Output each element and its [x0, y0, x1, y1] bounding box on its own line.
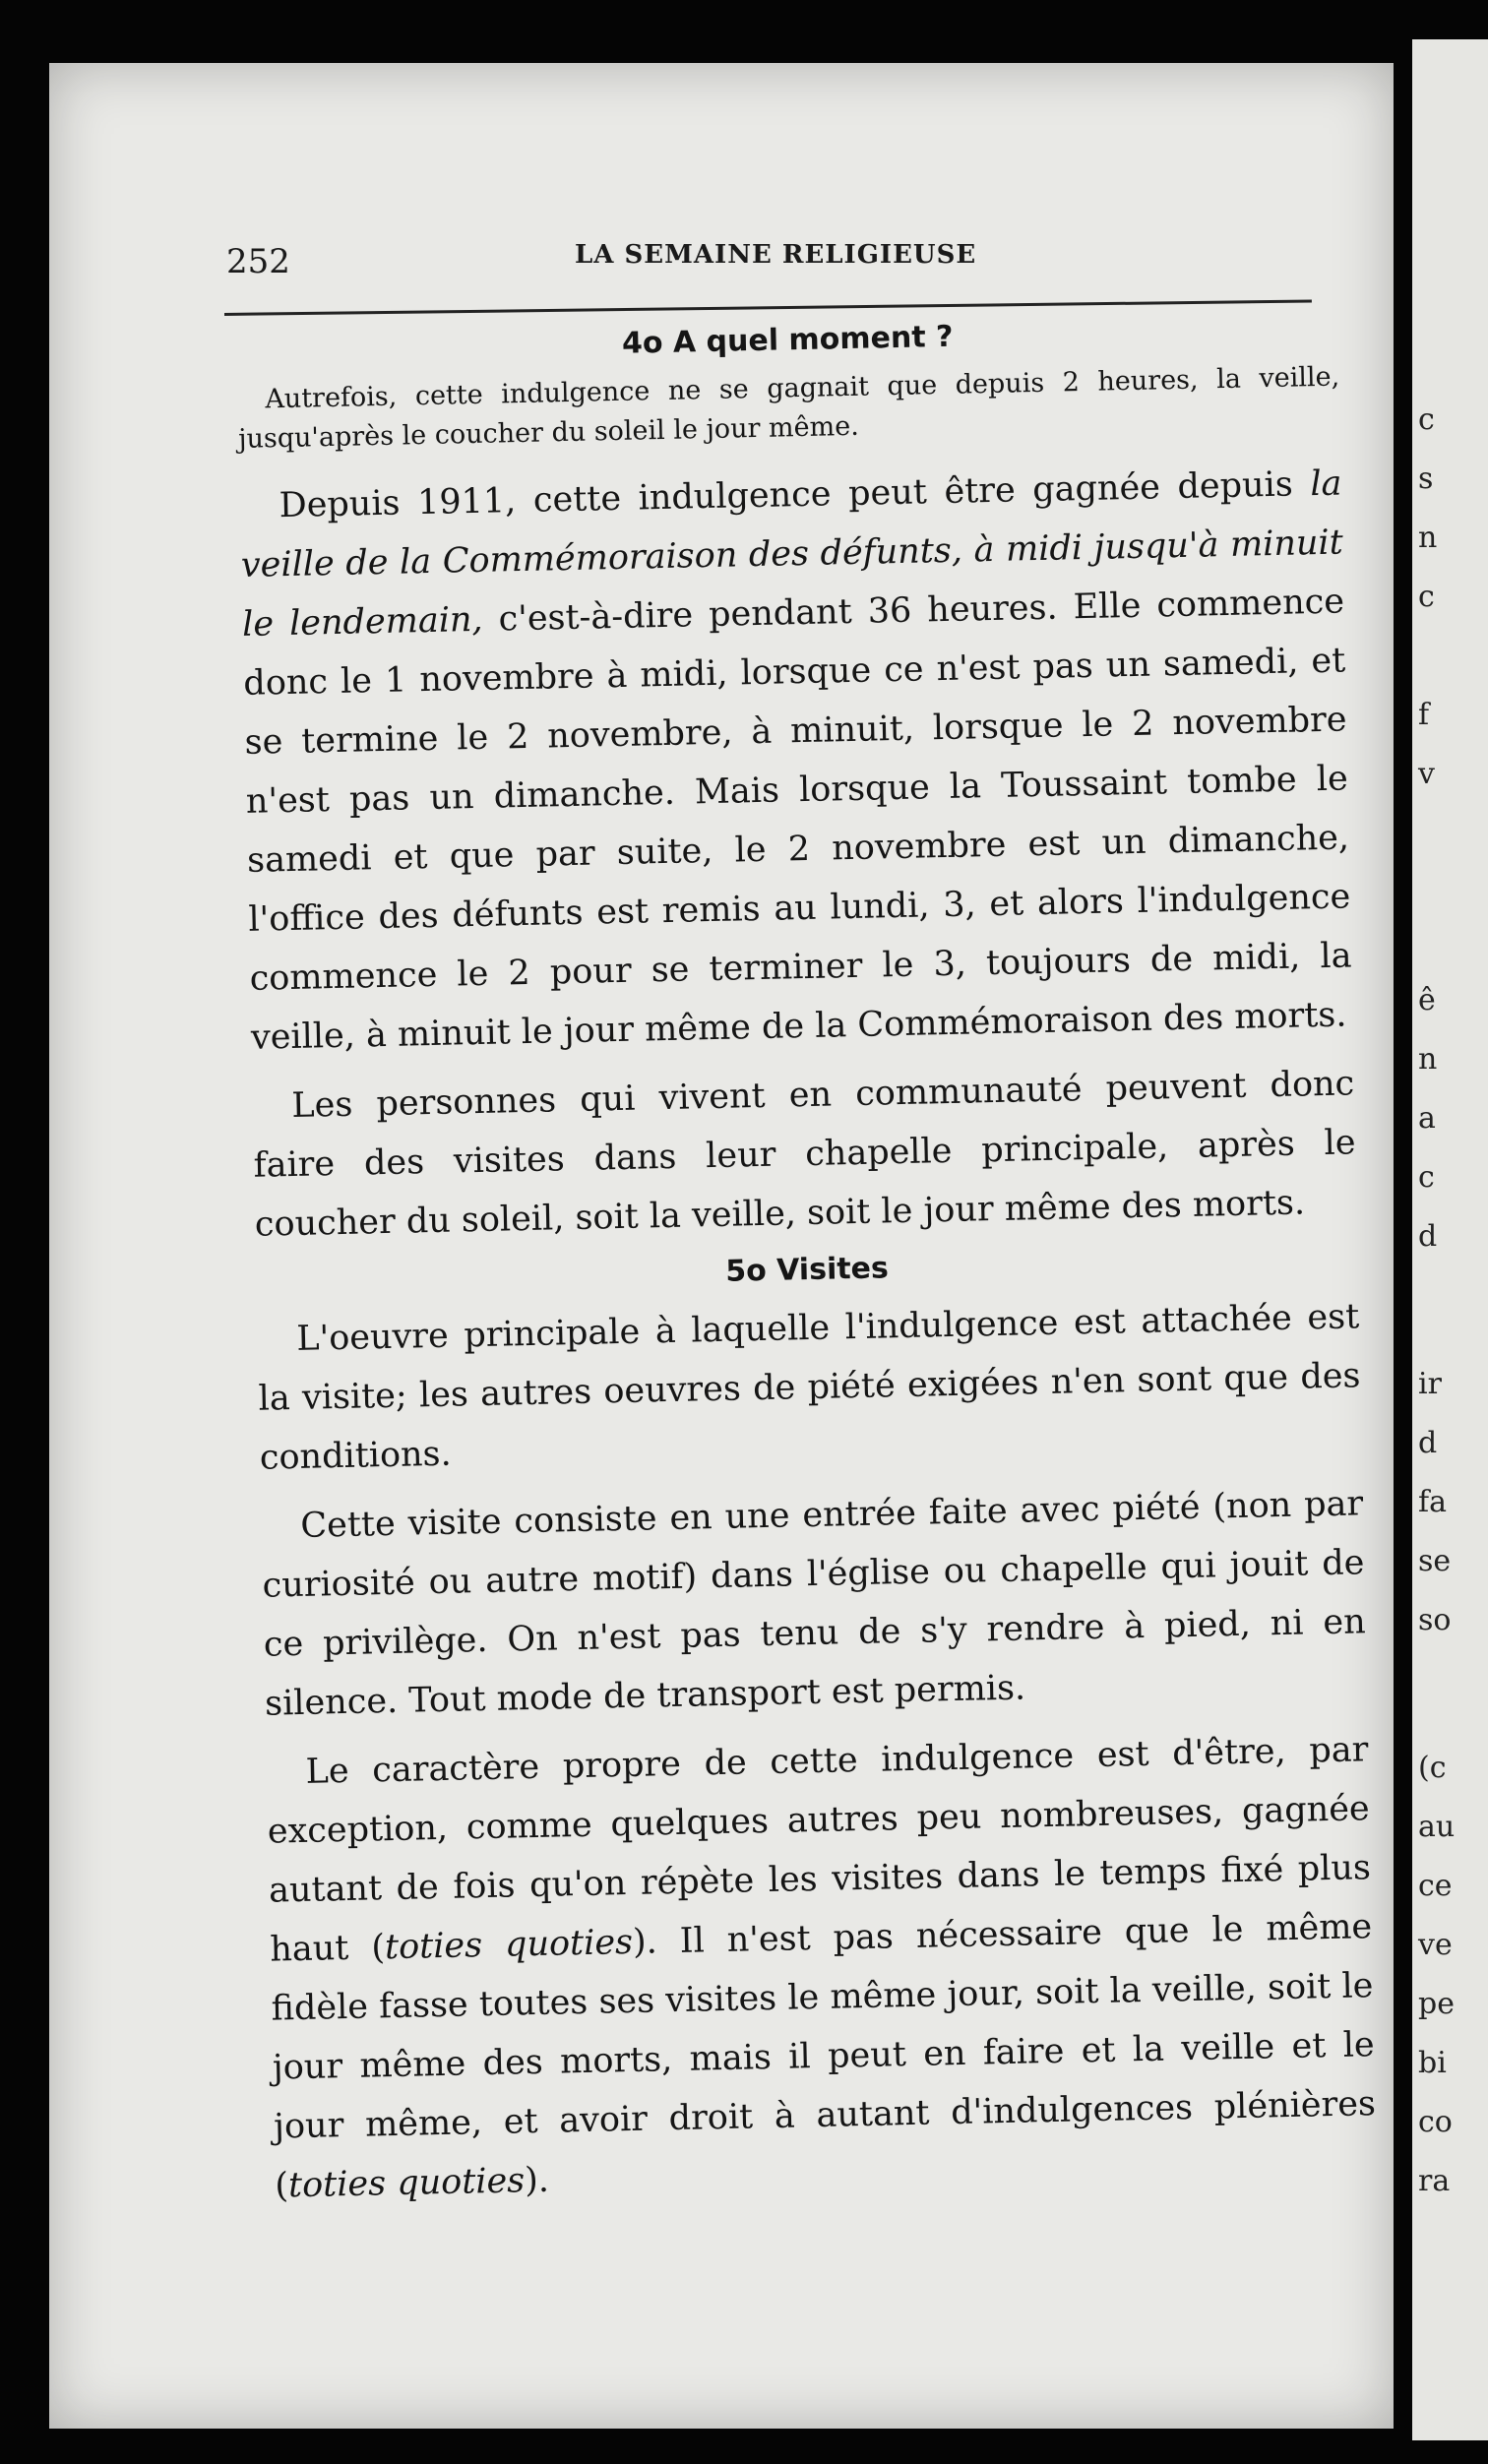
- page-number: 252: [226, 242, 290, 281]
- edge-letter: v: [1418, 757, 1435, 791]
- edge-letter: au: [1418, 1810, 1456, 1844]
- edge-letter: co: [1418, 2105, 1453, 2139]
- edge-letter: d: [1418, 1219, 1438, 1254]
- text-run: ). Il n'est pas nécessaire que le même fidèle fasse toutes ses visites le même jour, soit la veille, soit le jour même des morts, mais il peut en faire et la veille et le jour même, et avoir droit à autant d'indulgences plénières (: [271, 1907, 1377, 2206]
- edge-letter: c: [1418, 402, 1435, 437]
- edge-letter: ce: [1418, 1869, 1453, 1903]
- page-header: [177, 228, 1309, 283]
- edge-letter: ve: [1418, 1928, 1453, 1962]
- section-heading-4: 4o A quel moment ?: [621, 319, 954, 361]
- italic-text: toties quoties: [384, 1922, 634, 1968]
- edge-letter: n: [1418, 521, 1438, 555]
- paragraph: Cette visite consiste en une entrée faite avec piété (non par curiosité ou autre motif) dans l'église ou chapelle qui jouit de ce privilège. On n'est pas tenu de s'y rendre à pied, ni en silence. Tout mode de transport est permis.: [262, 1484, 1367, 1724]
- italic-text: toties quoties: [287, 2161, 526, 2206]
- text-run: c'est-à-dire pendant 36 heures. Elle commence donc le 1 novembre à midi, lorsque ce n'est pas un samedi, et se termine le 2 novembre, à minuit, lorsque le 2 novembre n'est pas un dimanche. Mais lorsque la Toussaint tombe le samedi et que par suite, le 2 novembre est un dimanche, l'office des défunts est remis au lundi, 3, et alors l'indulgence commence le 2 pour se terminer le 3, toujours de midi, la veille, à minuit le jour même de la Commémoraison des morts.: [243, 582, 1352, 1058]
- edge-letter: s: [1418, 462, 1434, 496]
- edge-letter: (c: [1418, 1751, 1447, 1785]
- text-run: Le caractère propre de cette indulgence est d'être, par exception, comme quelques autres peu nombreuses, gagnée autant de fois qu'on répète les visites dans le temps fixé plus haut (: [267, 1730, 1372, 1970]
- edge-letter: d: [1418, 1426, 1438, 1460]
- paragraph: Les personnes qui vivent en communauté peuvent donc faire des visites dans leur chapelle principale, après le coucher du soleil, soit la veille, soit le jour même des morts.: [253, 1064, 1356, 1245]
- edge-letter: fa: [1418, 1485, 1447, 1519]
- edge-letter: ra: [1418, 2164, 1451, 2198]
- adjacent-page-edge: [1412, 39, 1488, 2440]
- edge-letter: se: [1418, 1544, 1452, 1578]
- edge-letter: f: [1418, 698, 1430, 732]
- edge-letter: ir: [1418, 1367, 1442, 1401]
- page-body: [236, 312, 1378, 2216]
- italic-text: la veille de la Commémoraison des défunts, à midi jusqu'à minuit le lendemain,: [240, 463, 1344, 645]
- paragraph: L'oeuvre principale à laquelle l'indulgence est attachée est la visite; les autres oeuvres de piété exigées n'en sont que des conditions.: [258, 1297, 1361, 1478]
- edge-letter: pe: [1418, 1987, 1455, 2021]
- edge-letter: so: [1418, 1603, 1452, 1637]
- paragraph-intro: Autrefois, cette indulgence ne se gagnait que depuis 2 heures, la veille, jusqu'après le coucher du soleil le jour même.: [237, 361, 1340, 455]
- edge-letter: n: [1418, 1042, 1438, 1077]
- edge-letter: ê: [1418, 983, 1436, 1017]
- running-title: LA SEMAINE RELIGIEUSE: [575, 240, 977, 270]
- section-heading-5: 5o Visites: [724, 1251, 890, 1289]
- edge-letter: c: [1418, 580, 1435, 614]
- paragraph: [266, 1720, 1378, 2215]
- edge-letter: a: [1418, 1101, 1436, 1136]
- text-run: ).: [524, 2160, 550, 2201]
- text-run: Depuis 1911, cette indulgence peut être gagnée depuis: [279, 464, 1311, 526]
- edge-letter: c: [1418, 1160, 1435, 1195]
- edge-letter: bi: [1418, 2046, 1447, 2080]
- paragraph: [239, 455, 1353, 1068]
